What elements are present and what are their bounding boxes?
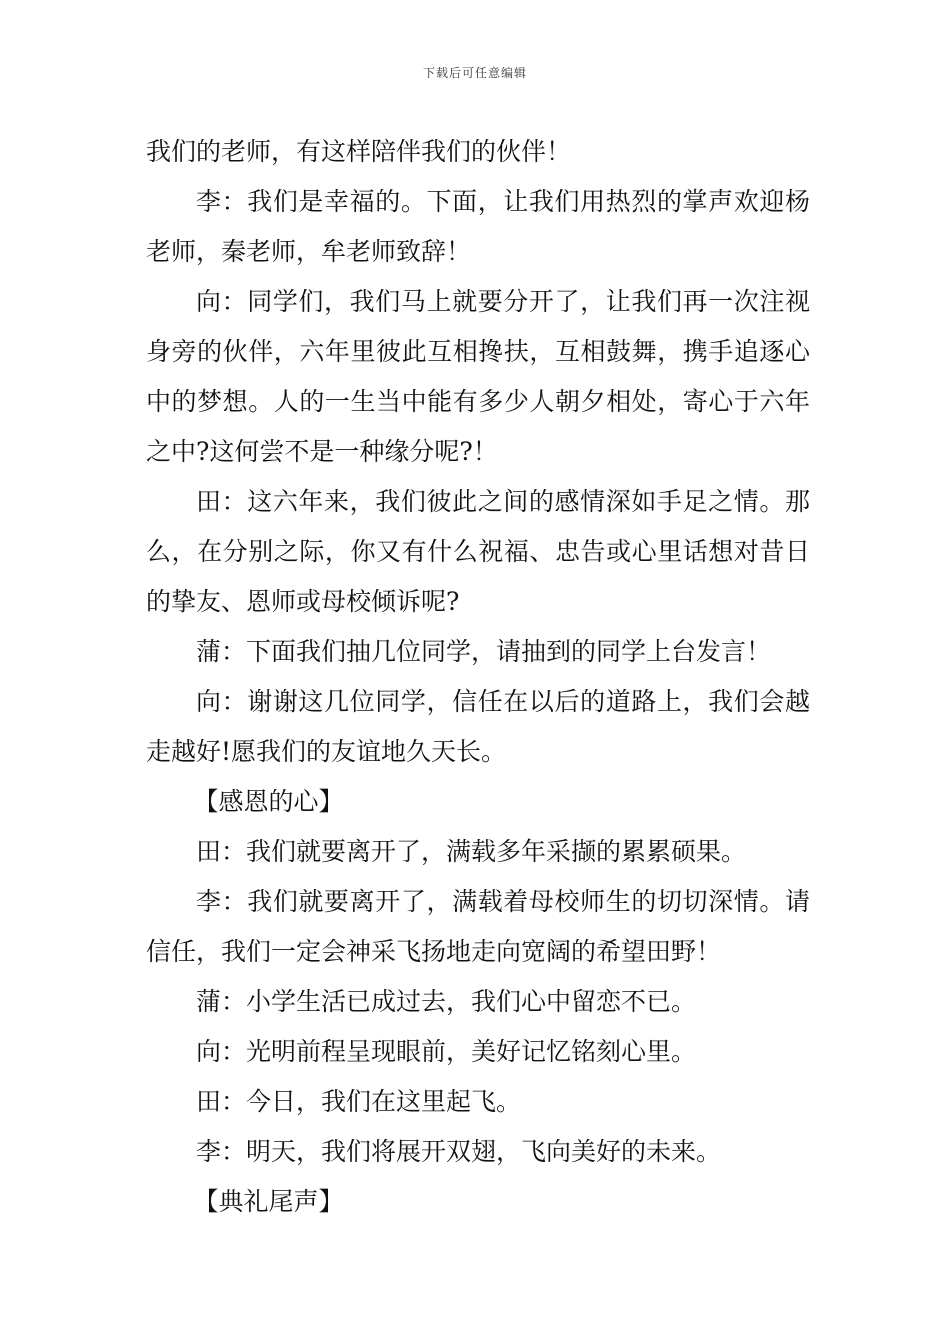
paragraph-xiang-thanks: 向：谢谢这几位同学，信任在以后的道路上，我们会越走越好!愿我们的友谊地久天长。: [146, 687, 810, 766]
document-body: [146, 127, 810, 1227]
section-heading-closing: 【典礼尾声】: [193, 1187, 344, 1216]
page-header: 下载后可任意编辑: [422, 66, 527, 80]
paragraph-xiang-future: 向：光明前程呈现眼前，美好记忆铭刻心里。: [196, 1037, 697, 1066]
section-heading-gratitude: 【感恩的心】: [193, 787, 344, 816]
paragraph-tian-friendship: 田：这六年来，我们彼此之间的感情深如手足之情。那么，在分别之际，你又有什么祝福、忠告或心里话想对昔日的挚友、恩师或母校倾诉呢?: [146, 487, 810, 616]
paragraph-continuation: 我们的老师，有这样陪伴我们的伙伴！: [146, 137, 572, 166]
paragraph-pu-speakers: 蒲：下面我们抽几位同学，请抽到的同学上台发言！: [196, 637, 772, 666]
paragraph-xiang-companions: 向：同学们，我们马上就要分开了，让我们再一次注视身旁的伙伴，六年里彼此互相搀扶，互相鼓舞，携手追逐心中的梦想。人的一生当中能有多少人朝夕相处，寄心于六年之中?这何尝不是一种缘分呢?！: [146, 287, 810, 466]
paragraph-li-leaving: 李：我们就要离开了，满载着母校师生的切切深情。请信任，我们一定会神采飞扬地走向宽阔的希望田野！: [146, 887, 810, 966]
paragraph-pu-memories: 蒲：小学生活已成过去，我们心中留恋不已。: [196, 987, 697, 1016]
paragraph-li-welcome: 李：我们是幸福的。下面，让我们用热烈的掌声欢迎杨老师，秦老师，牟老师致辞！: [146, 187, 810, 266]
paragraph-tian-today: 田：今日，我们在这里起飞。: [196, 1087, 522, 1116]
paragraph-tian-leaving: 田：我们就要离开了，满载多年采撷的累累硕果。: [196, 837, 747, 866]
paragraph-li-tomorrow: 李：明天，我们将展开双翅，飞向美好的未来。: [196, 1137, 722, 1166]
